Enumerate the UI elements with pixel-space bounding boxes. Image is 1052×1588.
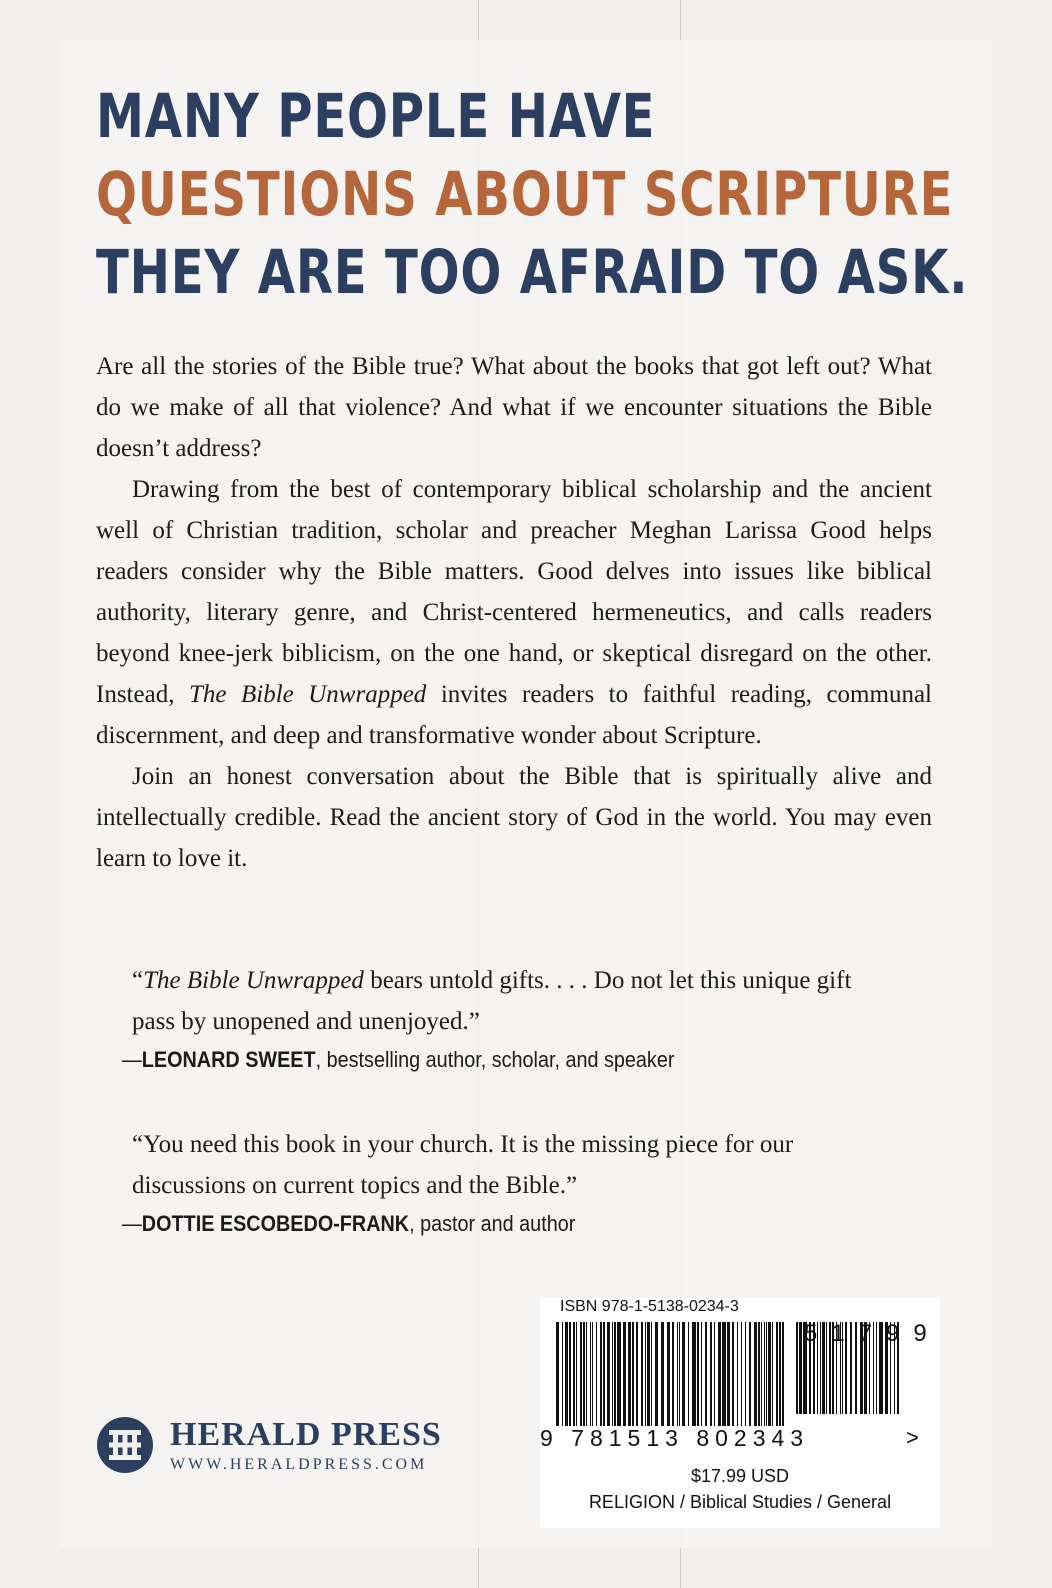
barcode-bar: [592, 1322, 593, 1426]
book-title: The Bible Unwrapped: [188, 681, 427, 708]
barcode-bar: [737, 1322, 738, 1426]
barcode-bar: [645, 1322, 646, 1426]
barcode-bar: [745, 1322, 746, 1426]
barcode-bar: [603, 1322, 605, 1426]
barcode-bar: [596, 1322, 597, 1426]
barcode-bar: [655, 1322, 658, 1426]
dash: —: [122, 1211, 142, 1236]
barcode-bar: [697, 1322, 699, 1426]
barcode-bar: [607, 1322, 610, 1426]
barcode-bar: [612, 1322, 613, 1426]
barcode-bar: [710, 1322, 712, 1426]
barcode-bar: [764, 1322, 765, 1426]
barcode-arrow: >: [906, 1425, 919, 1450]
barcode-bar: [776, 1322, 778, 1426]
barcode-bar: [727, 1322, 730, 1426]
barcode-bar: [576, 1322, 577, 1426]
barcode-bar: [590, 1322, 591, 1426]
headline-line-2: QUESTIONS ABOUT SCRIPTURE: [96, 159, 954, 230]
barcode-bar: [732, 1322, 734, 1426]
barcode-bar: [667, 1322, 670, 1426]
barcode-bar: [672, 1322, 674, 1426]
barcode-bar: [701, 1322, 702, 1426]
barcode-digits: 9 781513 802343: [540, 1425, 810, 1451]
barcode-bar: [705, 1322, 707, 1426]
endorsement-2: [122, 1124, 892, 1240]
barcode-bar: [749, 1322, 751, 1426]
barcode-bar: [632, 1322, 634, 1426]
endorser-name: DOTTIE ESCOBEDO-FRANK: [141, 1211, 410, 1236]
barcode-bar: [692, 1322, 696, 1426]
barcode-bar: [718, 1322, 721, 1426]
barcode-bar: [636, 1322, 638, 1426]
herald-press-emblem-icon: [96, 1416, 154, 1474]
headline: [96, 78, 976, 312]
headline-line-3: THEY ARE TOO AFRAID TO ASK.: [96, 237, 969, 308]
barcode-bar: [796, 1322, 798, 1414]
isbn-barcode: [556, 1322, 786, 1426]
barcode-bar: [677, 1322, 678, 1426]
barcode-bar: [682, 1322, 685, 1426]
barcode-bar: [641, 1322, 643, 1426]
endorsement-quote: [132, 960, 892, 1042]
blurb-paragraph-2-text: Drawing from the best of contemporary biblical scholarship and the ancient well of Christian tradition, scholar and preacher Meghan Larissa Good helps readers consider why the Bible matters. Good delves into issues like biblical authority, literary genre, and Christ-centered hermeneutics, and calls readers beyond knee-jerk biblicism, on the one hand, or skeptical disregard on the other. Instead,: [96, 476, 932, 708]
barcode-bar: [799, 1322, 802, 1414]
barcode-block: [540, 1298, 940, 1528]
category: RELIGION / Biblical Studies / General: [588, 1492, 892, 1512]
endorsement-1: [122, 960, 892, 1076]
barcode-bar: [766, 1322, 767, 1426]
barcode-bar: [583, 1322, 585, 1426]
blurb: [96, 346, 932, 879]
dash: —: [122, 1047, 142, 1072]
barcode-bar: [758, 1322, 760, 1426]
barcode-bar: [688, 1322, 689, 1426]
barcode-bar: [647, 1322, 650, 1426]
barcode-bar: [722, 1322, 726, 1426]
publisher-logo: [96, 1416, 476, 1476]
barcode-bar: [614, 1322, 616, 1426]
endorsement-quote: “You need this book in your church. It is the missing piece for our discussions on current topics and the Bible.”: [132, 1131, 794, 1199]
barcode-bar: [556, 1322, 559, 1426]
barcode-bar: [772, 1322, 773, 1426]
book-title: The Bible Unwrapped: [143, 967, 364, 994]
barcode-bar: [661, 1322, 664, 1426]
blurb-paragraph-1: Are all the stories of the Bible true? What about the books that got left out? What do we make of all that violence? And what if we encounter situations the Bible doesn’t address?: [96, 353, 932, 462]
barcode-bar: [586, 1322, 587, 1426]
endorser-role: , pastor and author: [409, 1211, 576, 1236]
publisher-url: WWW.HERALDPRESS.COM: [170, 1456, 428, 1473]
headline-line-1: MANY PEOPLE HAVE: [96, 81, 656, 152]
isbn-label: ISBN 978-1-5138-0234-3: [560, 1298, 739, 1315]
barcode-bar: [600, 1322, 602, 1426]
endorsement-attribution: [122, 1208, 815, 1240]
barcode-bar: [617, 1322, 621, 1426]
addon-digits: 51799: [804, 1320, 941, 1347]
barcode-bar: [569, 1322, 571, 1426]
price: $17.99 USD: [690, 1466, 790, 1486]
blurb-paragraph-3: Join an honest conversation about the Bible that is spiritually alive and intellectually credible. Read the ancient story of God in the world. You may even learn to love it.: [96, 763, 932, 872]
endorsement-attribution: [122, 1044, 815, 1076]
blurb-paragraph-2: [96, 469, 932, 756]
endorser-name: LEONARD SWEET: [141, 1047, 316, 1072]
barcode-bar: [623, 1322, 626, 1426]
barcode-bar: [573, 1322, 575, 1426]
blurb-paragraph-2-text-end: invites readers to faithful reading, communal discernment, and deep and transformative wonder about Scripture.: [96, 681, 932, 749]
barcode-bar: [580, 1322, 582, 1426]
endorser-role: , bestselling author, scholar, and speaker: [315, 1047, 675, 1072]
barcode-bar: [562, 1322, 563, 1426]
barcode-bar: [782, 1322, 784, 1426]
open-quote: “: [132, 967, 144, 994]
barcode-bar: [651, 1322, 652, 1426]
barcode-bar: [779, 1322, 781, 1426]
barcode-bar: [768, 1322, 771, 1426]
barcode-bar: [714, 1322, 715, 1426]
barcode-bar: [679, 1322, 680, 1426]
barcode-bar: [628, 1322, 631, 1426]
quote-text: bears untold gifts. . . . Do not let this unique gift pass by unopened and unenjoyed.”: [132, 967, 852, 1035]
barcode-bar: [565, 1322, 568, 1426]
publisher-name: HERALD PRESS: [170, 1416, 442, 1453]
barcode-bar: [761, 1322, 762, 1426]
barcode-bar: [741, 1322, 742, 1426]
barcode-bar: [754, 1322, 757, 1426]
